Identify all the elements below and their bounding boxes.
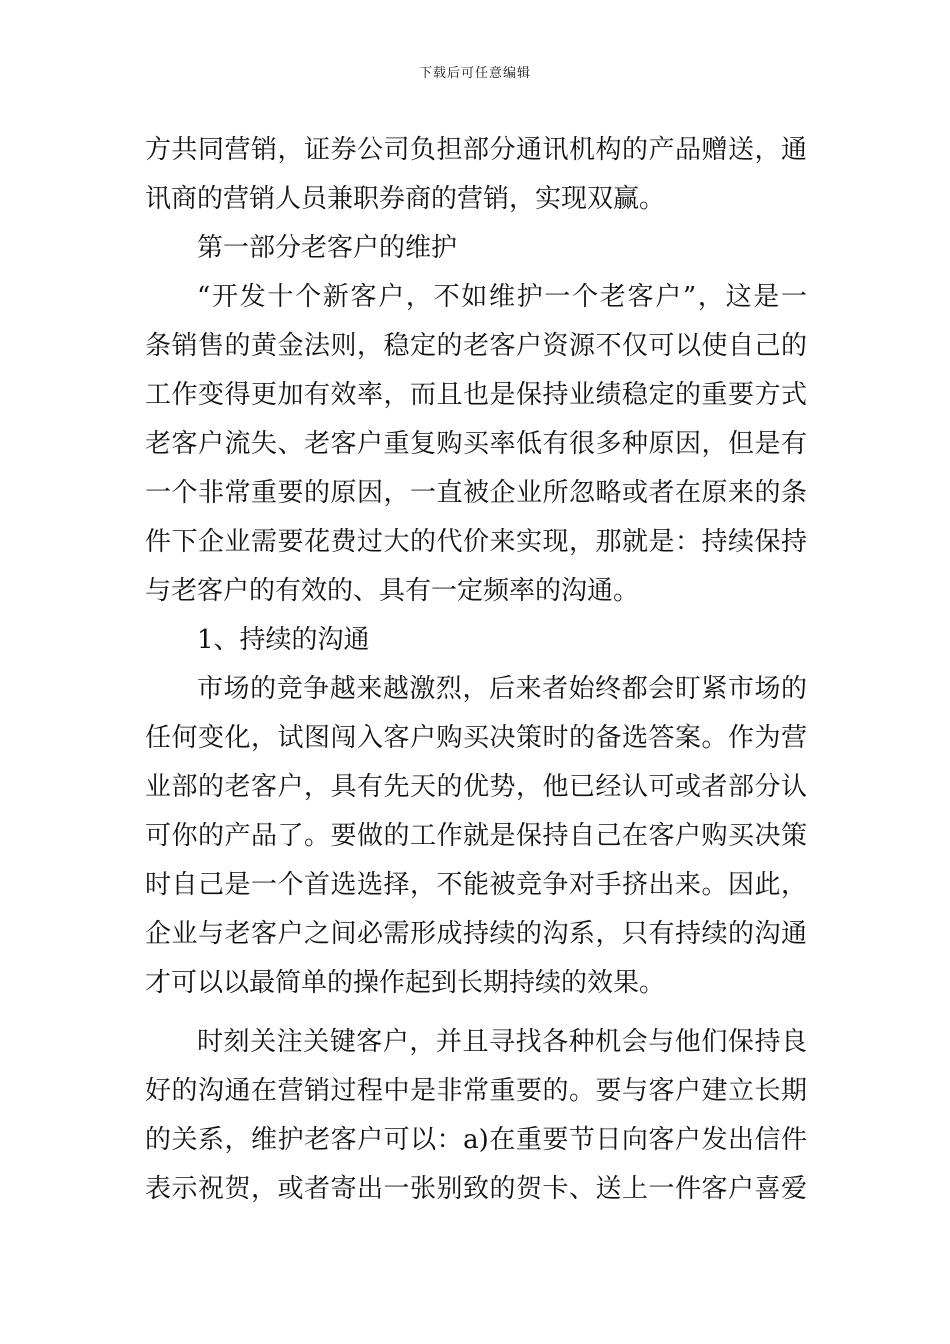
text-line: 件下企业需要花费过大的代价来实现，那就是：持续保持 [145, 527, 807, 557]
text-line: 才可以以最简单的操作起到长期持续的效果。 [145, 968, 666, 998]
text-line: 企业与老客户之间必需形成持续的沟系，只有持续的沟通 [145, 919, 807, 949]
text-line: 表示祝贺，或者寄出一张别致的贺卡、送上一件客户喜爱 [145, 1174, 807, 1204]
text-line: 的关系，维护老客户可以：a)在重要节日向客户发出信件 [145, 1125, 807, 1155]
text-line: 可你的产品了。要做的工作就是保持自己在客户购买决策 [145, 821, 807, 851]
text-line: 条销售的黄金法则，稳定的老客户资源不仅可以使自己的 [145, 331, 807, 361]
section-heading: 第一部分老客户的维护 [197, 233, 458, 263]
text-line: 一个非常重要的原因，一直被企业所忽略或者在原来的条 [145, 478, 807, 508]
text-line: 业部的老客户，具有先天的优势，他已经认可或者部分认 [145, 772, 807, 802]
text-line: 时自己是一个首选选择，不能被竞争对手挤出来。因此， [145, 870, 807, 900]
text-line: 任何变化，试图闯入客户购买决策时的备选答案。作为营 [145, 723, 807, 753]
text-line: 老客户流失、老客户重复购买率低有很多种原因，但是有 [145, 429, 807, 459]
text-line: 市场的竞争越来越激烈，后来者始终都会盯紧市场的 [197, 674, 807, 704]
text-line: 时刻关注关键客户，并且寻找各种机会与他们保持良 [197, 1027, 807, 1057]
page-header: 下载后可任意编辑 [418, 66, 531, 81]
text-line: 方共同营销，证券公司负担部分通讯机构的产品赠送，通 [145, 135, 807, 165]
text-line: 讯商的营销人员兼职券商的营销，实现双赢。 [145, 184, 666, 214]
text-line: “开发十个新客户，不如维护一个老客户”，这是一 [197, 282, 807, 312]
document-body [145, 126, 807, 1214]
text-line: 好的沟通在营销过程中是非常重要的。要与客户建立长期 [145, 1076, 807, 1106]
subsection-heading: 1、持续的沟通 [197, 625, 370, 655]
text-line: 与老客户的有效的、具有一定频率的沟通。 [145, 576, 640, 606]
text-line: 工作变得更加有效率，而且也是保持业绩稳定的重要方式 [145, 380, 807, 410]
